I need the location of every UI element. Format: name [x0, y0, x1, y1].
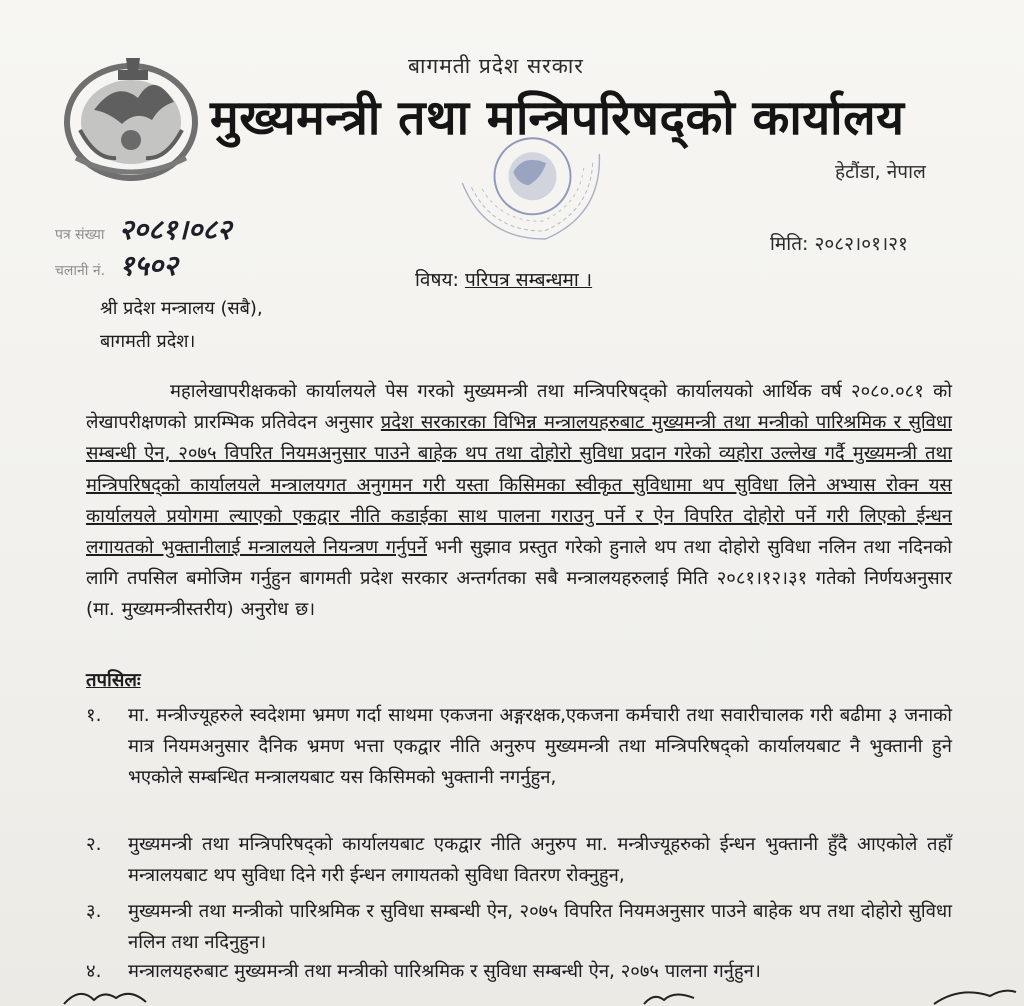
- body-paragraph: [86, 376, 952, 626]
- subject-label: विषय:: [415, 269, 459, 291]
- reference-chalani: [55, 246, 178, 284]
- addressee-line-2: बागमती प्रदेश।: [100, 331, 196, 352]
- body-text-part-2: भनी सुझाव प्रस्तुत गरेको हुनाले थप तथा दोहोरो सुविधा नलिन तथा नदिनको लागि तपसिल बमोजिम गर्नुहुन बागमती प्रदेश सरकार अन्तर्गतका सबै मन्त्रालयहरुलाई मिति २०८१।१२।३१ गतेको निर्णयअनुसार (मा. मुख्यमन्त्रीस्तरीय) अनुरोध छ।: [86, 537, 952, 621]
- signature-scribble-middle-icon: [640, 988, 700, 1006]
- signature-scribble-right-icon: [930, 982, 1020, 1006]
- subject-line: [415, 266, 592, 292]
- addressee-line-1: श्री प्रदेश मन्त्रालय (सबै),: [100, 298, 263, 319]
- list-item: [86, 829, 952, 891]
- list-item: [86, 956, 952, 987]
- list-item-number: १.: [86, 705, 102, 726]
- list-item: [86, 700, 952, 793]
- list-item-text: मुख्यमन्त्री तथा मन्त्रिपरिषद्को कार्यालयबाट एकद्वार नीति अनुरुप मा. मन्त्रीज्यूहरुको ईन्धन भुक्तानी हुँदै आएकोले तहाँ मन्त्रालयबाट थप सुविधा दिने गरी ईन्धन लगायतको सुविधा वितरण रोक्नुहुन,: [128, 834, 952, 886]
- letter-date: मिति: २०८२।०१।२१: [770, 233, 908, 255]
- addressee-block: [100, 292, 263, 358]
- list-item-number: २.: [86, 834, 102, 855]
- government-name: बागमती प्रदेश सरकार: [408, 54, 584, 78]
- office-address: हेटौंडा, नेपाल: [835, 161, 926, 183]
- office-title: मुख्यमन्त्री तथा मन्त्रिपरिषद्को कार्यालय: [210, 90, 905, 146]
- body-underlined-text: प्रदेश सरकारका विभिन्न मन्त्रालयहरुबाट मुख्यमन्त्री तथा मन्त्रीको पारिश्रमिक र सुविधा सम्बन्धी ऐन, २०७५ विपरित नियमअनुसार पाउने बाहेक थप तथा दोहोरो सुविधा प्रदान गरेको व्यहोरा उल्लेख गर्दै मुख्यमन्त्री तथा मन्त्रिपरिषद्को कार्यालयले मन्त्रालयगत अनुगमन गरी यस्ता किसिमका स्वीकृत सुविधामा थप सुविधा लिने अभ्यास रोक्न यस कार्यालयले प्रयोगमा ल्याएको एकद्वार नीति कडाईका साथ पालना गराउनु पर्ने र ऐन विपरित दोहोरो पर्ने गरी लिएको ईन्धन लगायतको भुक्तानीलाई मन्त्रालयले नियन्त्रण गर्नुपर्ने: [86, 412, 952, 559]
- list-item-text: मा. मन्त्रीज्यूहरुले स्वदेशमा भ्रमण गर्दा साथमा एकजना अङ्गरक्षक,एकजना कर्मचारी तथा सवारीचालक गरी बढीमा ३ जनाको मात्र नियमअनुसार दैनिक भ्रमण भत्ता एकद्वार नीति अनुरुप मुख्यमन्त्री तथा मन्त्रिपरिषद्को कार्यालयबाट नै भुक्तानी हुने भएकोले सम्बन्धित मन्त्रालयबाट यस किसिमको भुक्तानी नगर्नुहुन,: [128, 705, 952, 788]
- reference-patra: [55, 210, 232, 248]
- list-item-text: मुख्यमन्त्री तथा मन्त्रीको पारिश्रमिक र सुविधा सम्बन्धी ऐन, २०७५ विपरित नियमअनुसार पाउने बाहेक थप तथा दोहोरो सुविधा नलिन तथा नदिनुहुन।: [128, 901, 952, 953]
- signature-scribble-left-icon: [60, 984, 150, 1006]
- chalani-label: चलानी नं.: [55, 263, 106, 279]
- list-item: [86, 896, 952, 958]
- patra-label: पत्र संख्या: [55, 227, 105, 243]
- patra-number: २०८१।०८२: [118, 213, 232, 246]
- list-item-number: ३.: [86, 901, 102, 922]
- government-emblem-icon: [56, 40, 206, 190]
- subject-value: परिपत्र सम्बन्धमा ।: [464, 269, 593, 291]
- chalani-number: १५०२: [119, 249, 178, 282]
- tapasil-heading: तपसिलः: [86, 670, 141, 691]
- list-item-number: ४.: [86, 961, 102, 982]
- body-text-part-1: महालेखापरीक्षकको कार्यालयले पेस गरको मुख्यमन्त्री तथा मन्त्रिपरिषद्को कार्यालयको आर्थिक वर्ष २०८०.०८१ को लेखापरीक्षणको प्रारम्भिक प्रतिवेदन अनुसार: [86, 381, 952, 434]
- list-item-text: मन्त्रालयहरुबाट मुख्यमन्त्री तथा मन्त्रीको पारिश्रमिक र सुविधा सम्बन्धी ऐन, २०७५ पालना गर्नुहुन।: [128, 961, 761, 982]
